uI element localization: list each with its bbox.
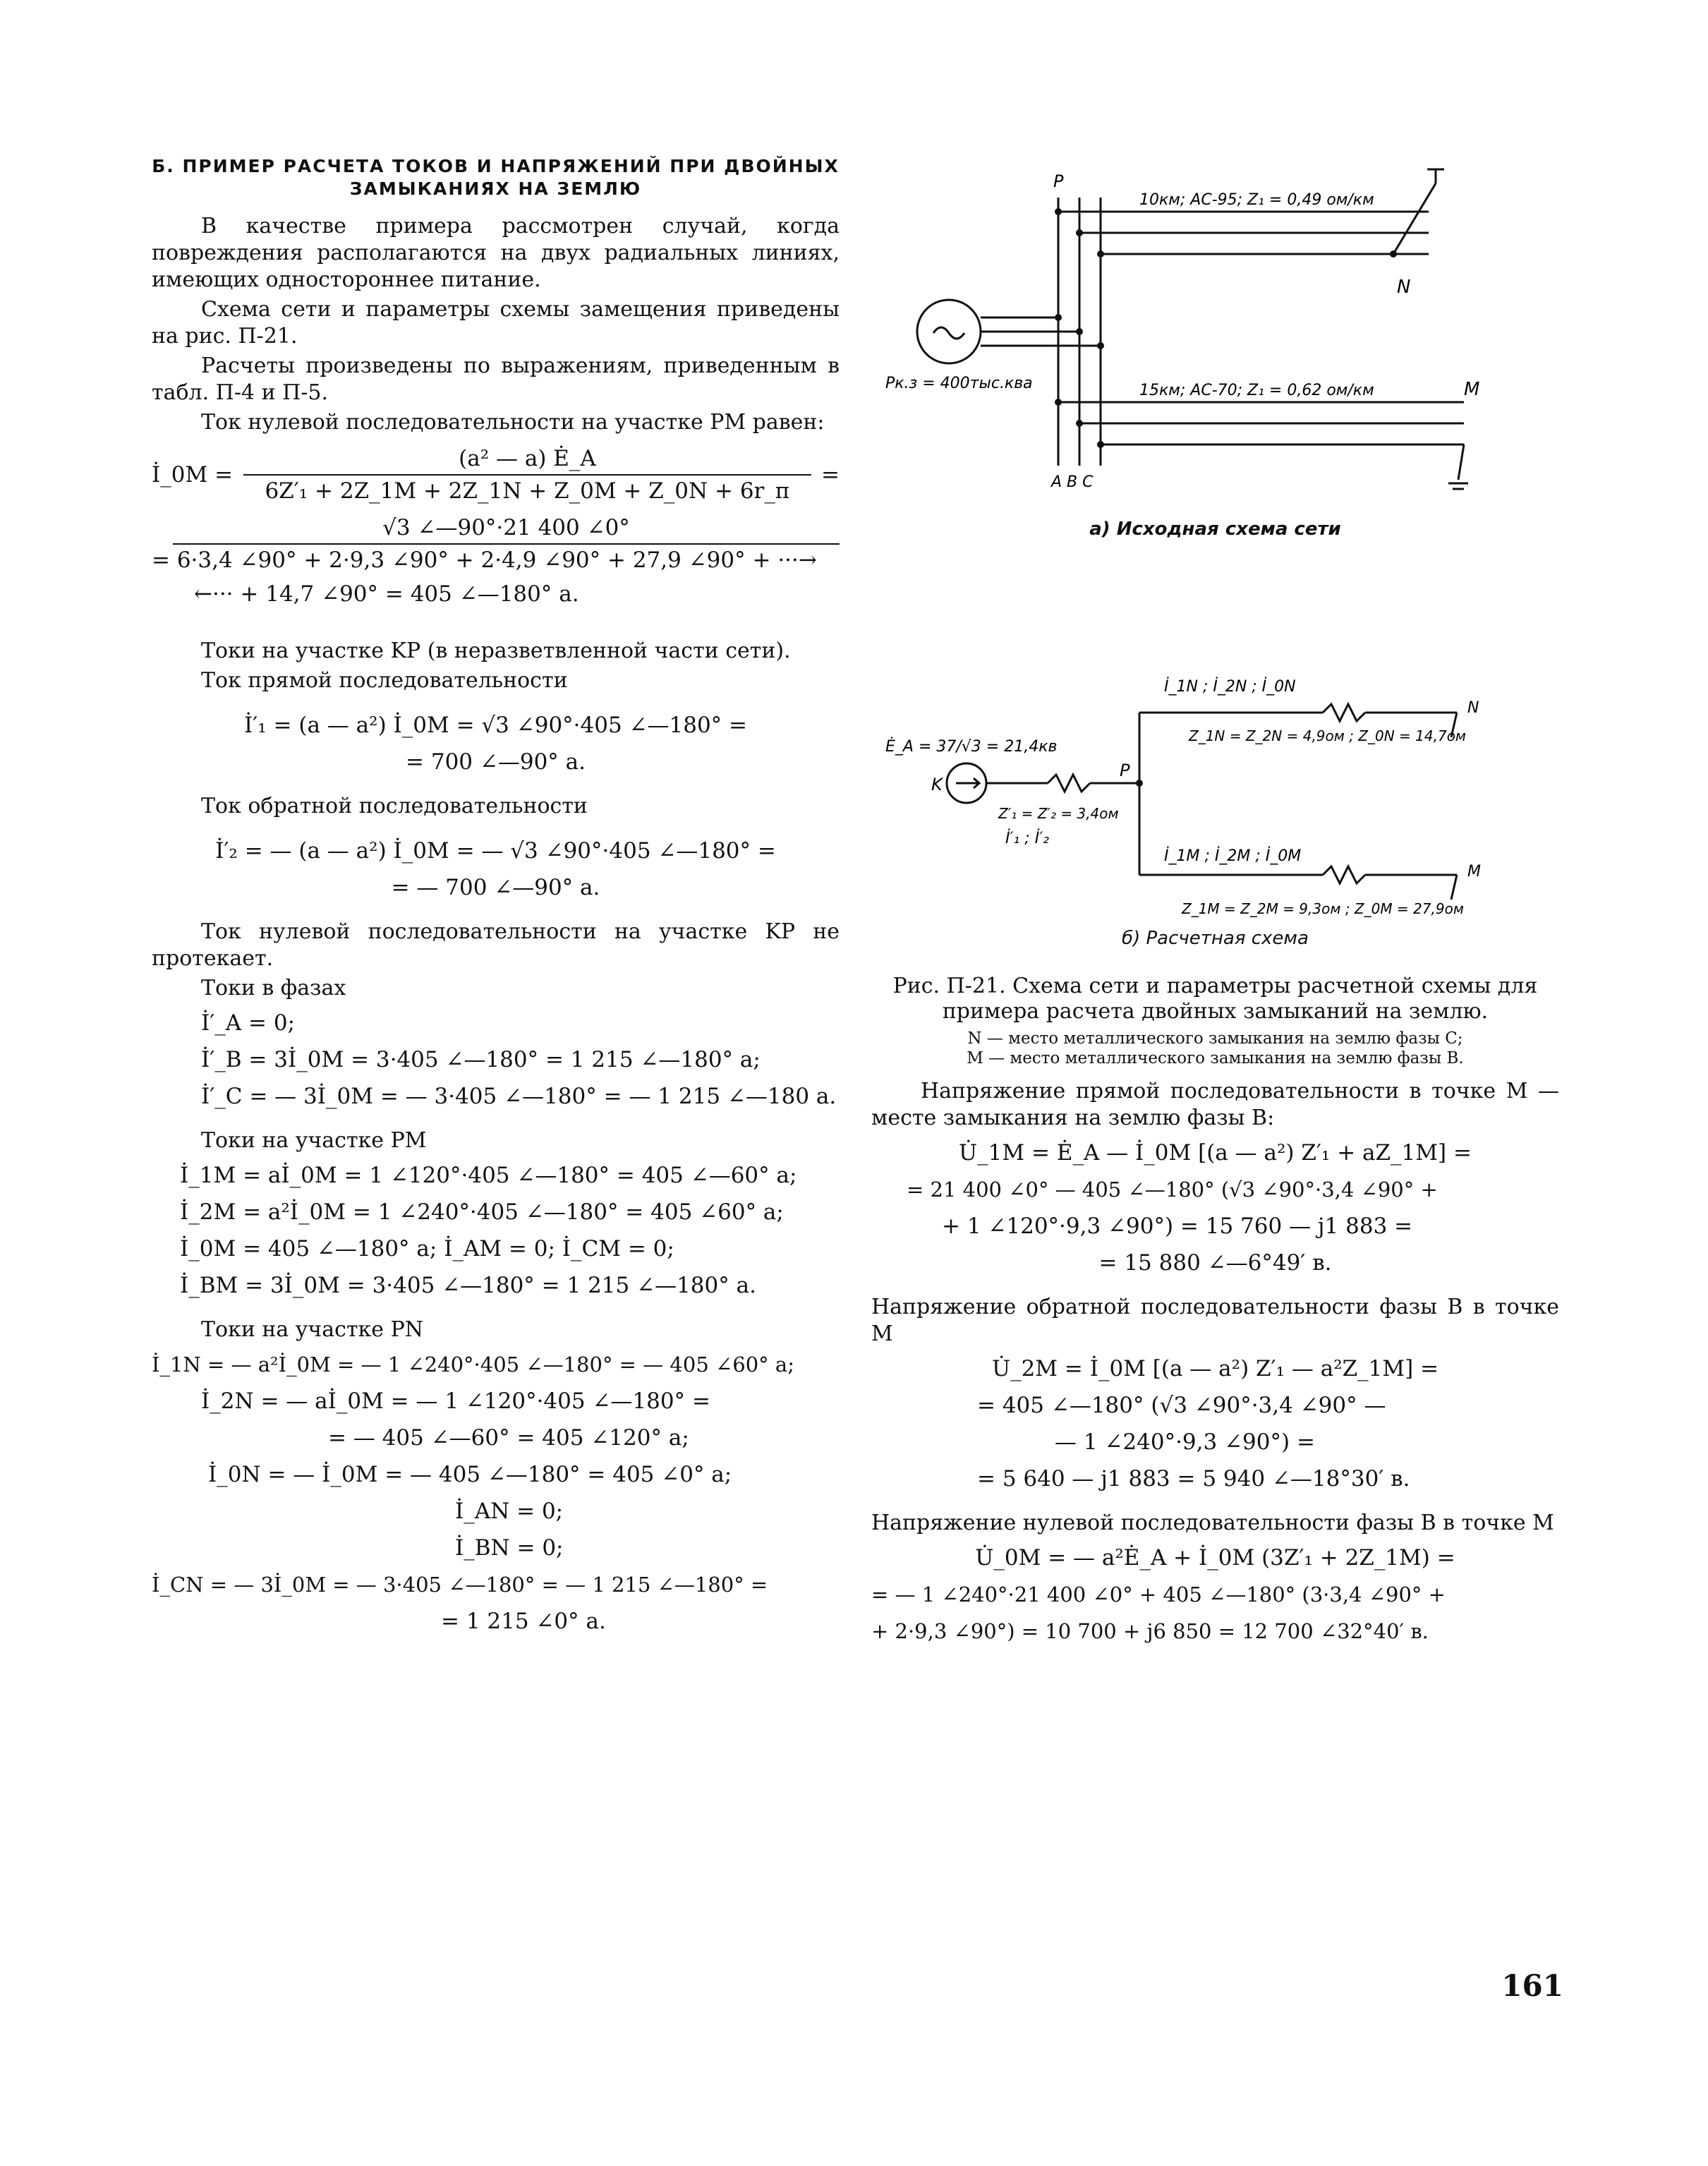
equation-denominator: = 6·3,4 ∠90° + 2·9,3 ∠90° + 2·4,9 ∠90° + 27,9 ∠90° + ···→ <box>152 547 817 573</box>
paragraph: Напряжение обратной последовательности фазы B в точке M <box>871 1295 1559 1346</box>
paragraph: Напряжение прямой последовательности в точке M — месте замыкания на землю фазы B: <box>871 1079 1559 1130</box>
equation-line: İ′₁ = (a — a²) İ_0M = √3 ∠90°·405 ∠—180° = <box>243 713 748 738</box>
equation-line: = 700 ∠—90° a. <box>406 749 586 775</box>
label-line-m: 15км; АС-70; Z₁ = 0,62 ом/км <box>1139 382 1374 399</box>
equation-line: İ_CN = — 3İ_0M = — 3·405 ∠—180° = — 1 215 ∠—180° = <box>152 1573 768 1597</box>
label-source-power: Pк.з = 400тыс.ква <box>885 375 1033 392</box>
figure-calculation-scheme <box>871 656 1559 960</box>
label-node-m: M <box>1464 379 1480 400</box>
equation-line: İ′_A = 0; <box>201 1010 296 1036</box>
network-diagram <box>871 155 1559 550</box>
equation-line: İ_AN = 0; <box>455 1499 564 1524</box>
label-z-m: Z_1M = Z_2M = 9,3ом ; Z_0M = 27,9ом <box>1182 900 1464 917</box>
equation-numerator: (a² — a) Ė_A <box>243 446 811 476</box>
label-i-n: İ_1N ; İ_2N ; İ_0N <box>1164 678 1296 696</box>
figure-network-scheme <box>871 155 1559 550</box>
label-line-n: 10км; АС-95; Z₁ = 0,49 ом/км <box>1139 191 1374 209</box>
equation-line: ←··· + 14,7 ∠90° = 405 ∠—180° a. <box>194 581 579 607</box>
equation-line: U̇_0M = — a²Ė_A + İ_0M (3Z′₁ + 2Z_1M) = <box>975 1545 1455 1571</box>
equation-line: İ_1N = — a²İ_0M = — 1 ∠240°·405 ∠—180° = — 405 ∠60° a; <box>152 1353 794 1377</box>
label-node-n: N <box>1467 699 1479 717</box>
paragraph: Схема сети и параметры схемы замещения приведены на рис. П-21. <box>152 297 840 349</box>
label-p: P <box>1053 171 1064 191</box>
label-node-k: K <box>931 775 943 794</box>
equation-lhs: İ_0M = <box>152 462 234 488</box>
equation-line: İ_1M = aİ_0M = 1 ∠120°·405 ∠—180° = 405 ∠—60° a; <box>180 1163 797 1188</box>
equation-line: = — 1 ∠240°·21 400 ∠0° + 405 ∠—180° (3·3,4 ∠90° + <box>871 1583 1446 1607</box>
equation-line: İ_BN = 0; <box>455 1535 564 1561</box>
right-column <box>871 155 1559 1652</box>
equation-line: = 5 640 — j1 883 = 5 940 ∠—18°30′ в. <box>977 1466 1410 1492</box>
paragraph: Напряжение нулевой последовательности фазы B в точке M <box>871 1511 1554 1535</box>
equation-i0m: İ_0M = (a² — a) Ė_A 6Z′₁ + 2Z_1M + 2Z_1N + Z_0M + Z_0N + 6r_п = √3 ∠—90°·21 400 ∠0° = 6·3,4 ∠90° + 2·9,3 ∠90° + 2·4,9 ∠90° + 27,9 ∠90° + ···→ ←··· + 14,7 ∠90° = 405 ∠—180° a. <box>152 446 840 610</box>
label-node-m: M <box>1467 863 1481 881</box>
figure-a-caption: а) Исходная схема сети <box>1089 519 1341 540</box>
label-phases: A B C <box>1051 473 1094 491</box>
equation-line: İ_0N = — İ_0M = — 405 ∠—180° = 405 ∠0° a; <box>208 1462 732 1487</box>
calculation-diagram <box>871 656 1559 924</box>
label-z-kp: Z′₁ = Z′₂ = 3,4ом <box>998 805 1119 822</box>
equation-line: İ_0M = 405 ∠—180° a; İ_AM = 0; İ_CM = 0; <box>180 1236 674 1262</box>
equation-line: + 2·9,3 ∠90°) = 10 700 + j6 850 = 12 700 ∠32°40′ в. <box>871 1619 1429 1643</box>
equation-line: + 1 ∠120°·9,3 ∠90°) = 15 760 — j1 883 = <box>942 1214 1413 1239</box>
equation-line: İ′_C = — 3İ_0M = — 3·405 ∠—180° = — 1 215 ∠—180 a. <box>201 1084 837 1109</box>
paragraph: Токи на участке KP (в неразветвленной части сети). <box>201 639 791 663</box>
equation-line: U̇_1M = Ė_A — İ_0M [(a — a²) Z′₁ + aZ_1M] = <box>959 1140 1472 1166</box>
figure-note: M — место металлического замыкания на землю фазы B. <box>967 1049 1464 1067</box>
equation-denominator: 6Z′₁ + 2Z_1M + 2Z_1N + Z_0M + Z_0N + 6r_п <box>265 478 790 504</box>
equation-line: İ′₂ = — (a — a²) İ_0M = — √3 ∠90°·405 ∠—180° = <box>215 838 776 864</box>
equation-line: İ_BM = 3İ_0M = 3·405 ∠—180° = 1 215 ∠—180° a. <box>180 1273 756 1298</box>
subheading: Токи в фазах <box>201 976 346 1000</box>
equation-line: U̇_2M = İ_0M [(a — a²) Z′₁ — a²Z_1M] = <box>991 1356 1439 1381</box>
label-i-m: İ_1M ; İ_2M ; İ_0M <box>1164 847 1302 865</box>
equation-line: = — 700 ∠—90° a. <box>391 875 600 900</box>
subheading: Ток прямой последовательности <box>201 668 568 693</box>
equation-line: = 405 ∠—180° (√3 ∠90°·3,4 ∠90° — <box>977 1393 1386 1418</box>
paragraph: Ток нулевой последовательности на участке KP не протекает. <box>152 919 840 971</box>
equation-line: = 15 880 ∠—6°49′ в. <box>1098 1250 1332 1276</box>
equation-line: İ_2N = — aİ_0M = — 1 ∠120°·405 ∠—180° = <box>201 1388 710 1414</box>
label-z-n: Z_1N = Z_2N = 4,9ом ; Z_0N = 14,7ом <box>1189 727 1467 744</box>
paragraph: Расчеты произведены по выражениям, приведенным в табл. П-4 и П-5. <box>152 353 840 405</box>
subheading: Ток обратной последовательности <box>201 794 588 818</box>
paragraph: Ток нулевой последовательности на участке PM равен: <box>201 410 825 435</box>
left-column <box>152 155 840 1642</box>
label-i-kp: İ′₁ ; İ′₂ <box>1005 830 1050 847</box>
figure-b-caption: б) Расчетная схема <box>1122 928 1309 949</box>
equation-line: — 1 ∠240°·9,3 ∠90°) = <box>1055 1429 1315 1455</box>
subheading: Токи на участке PM <box>201 1128 427 1153</box>
equation-numerator: √3 ∠—90°·21 400 ∠0° <box>173 515 840 545</box>
label-node-n: N <box>1397 277 1411 298</box>
equation-line: İ_2M = a²İ_0M = 1 ∠240°·405 ∠—180° = 405 ∠60° a; <box>180 1199 784 1225</box>
page-number: 161 <box>1501 1968 1563 2003</box>
equation-line: İ′_B = 3İ_0M = 3·405 ∠—180° = 1 215 ∠—180° a; <box>201 1047 761 1072</box>
figure-caption: Рис. П-21. Схема сети и параметры расчетной схемы для примера расчета двойных замыканий на землю. <box>892 974 1538 1024</box>
section-heading: Б. ПРИМЕР РАСЧЕТА ТОКОВ И НАПРЯЖЕНИЙ ПРИ ДВОЙНЫХ ЗАМЫКАНИЯХ НА ЗЕМЛЮ <box>152 156 840 199</box>
equation-line: = 21 400 ∠0° — 405 ∠—180° (√3 ∠90°·3,4 ∠90° + <box>907 1178 1438 1202</box>
equation-line: = — 405 ∠—60° = 405 ∠120° a; <box>328 1425 689 1451</box>
figure-note: N — место металлического замыкания на землю фазы C; <box>967 1029 1463 1048</box>
subheading: Токи на участке PN <box>201 1317 424 1342</box>
label-source-emf: Ė_A = 37/√3 = 21,4кв <box>885 738 1058 756</box>
equation-line: = 1 215 ∠0° a. <box>441 1609 606 1634</box>
paragraph: В качестве примера рассмотрен случай, когда повреждения располагаются на двух радиальных линиях, имеющих одностороннее питание. <box>152 214 840 292</box>
label-node-p: P <box>1120 761 1130 780</box>
